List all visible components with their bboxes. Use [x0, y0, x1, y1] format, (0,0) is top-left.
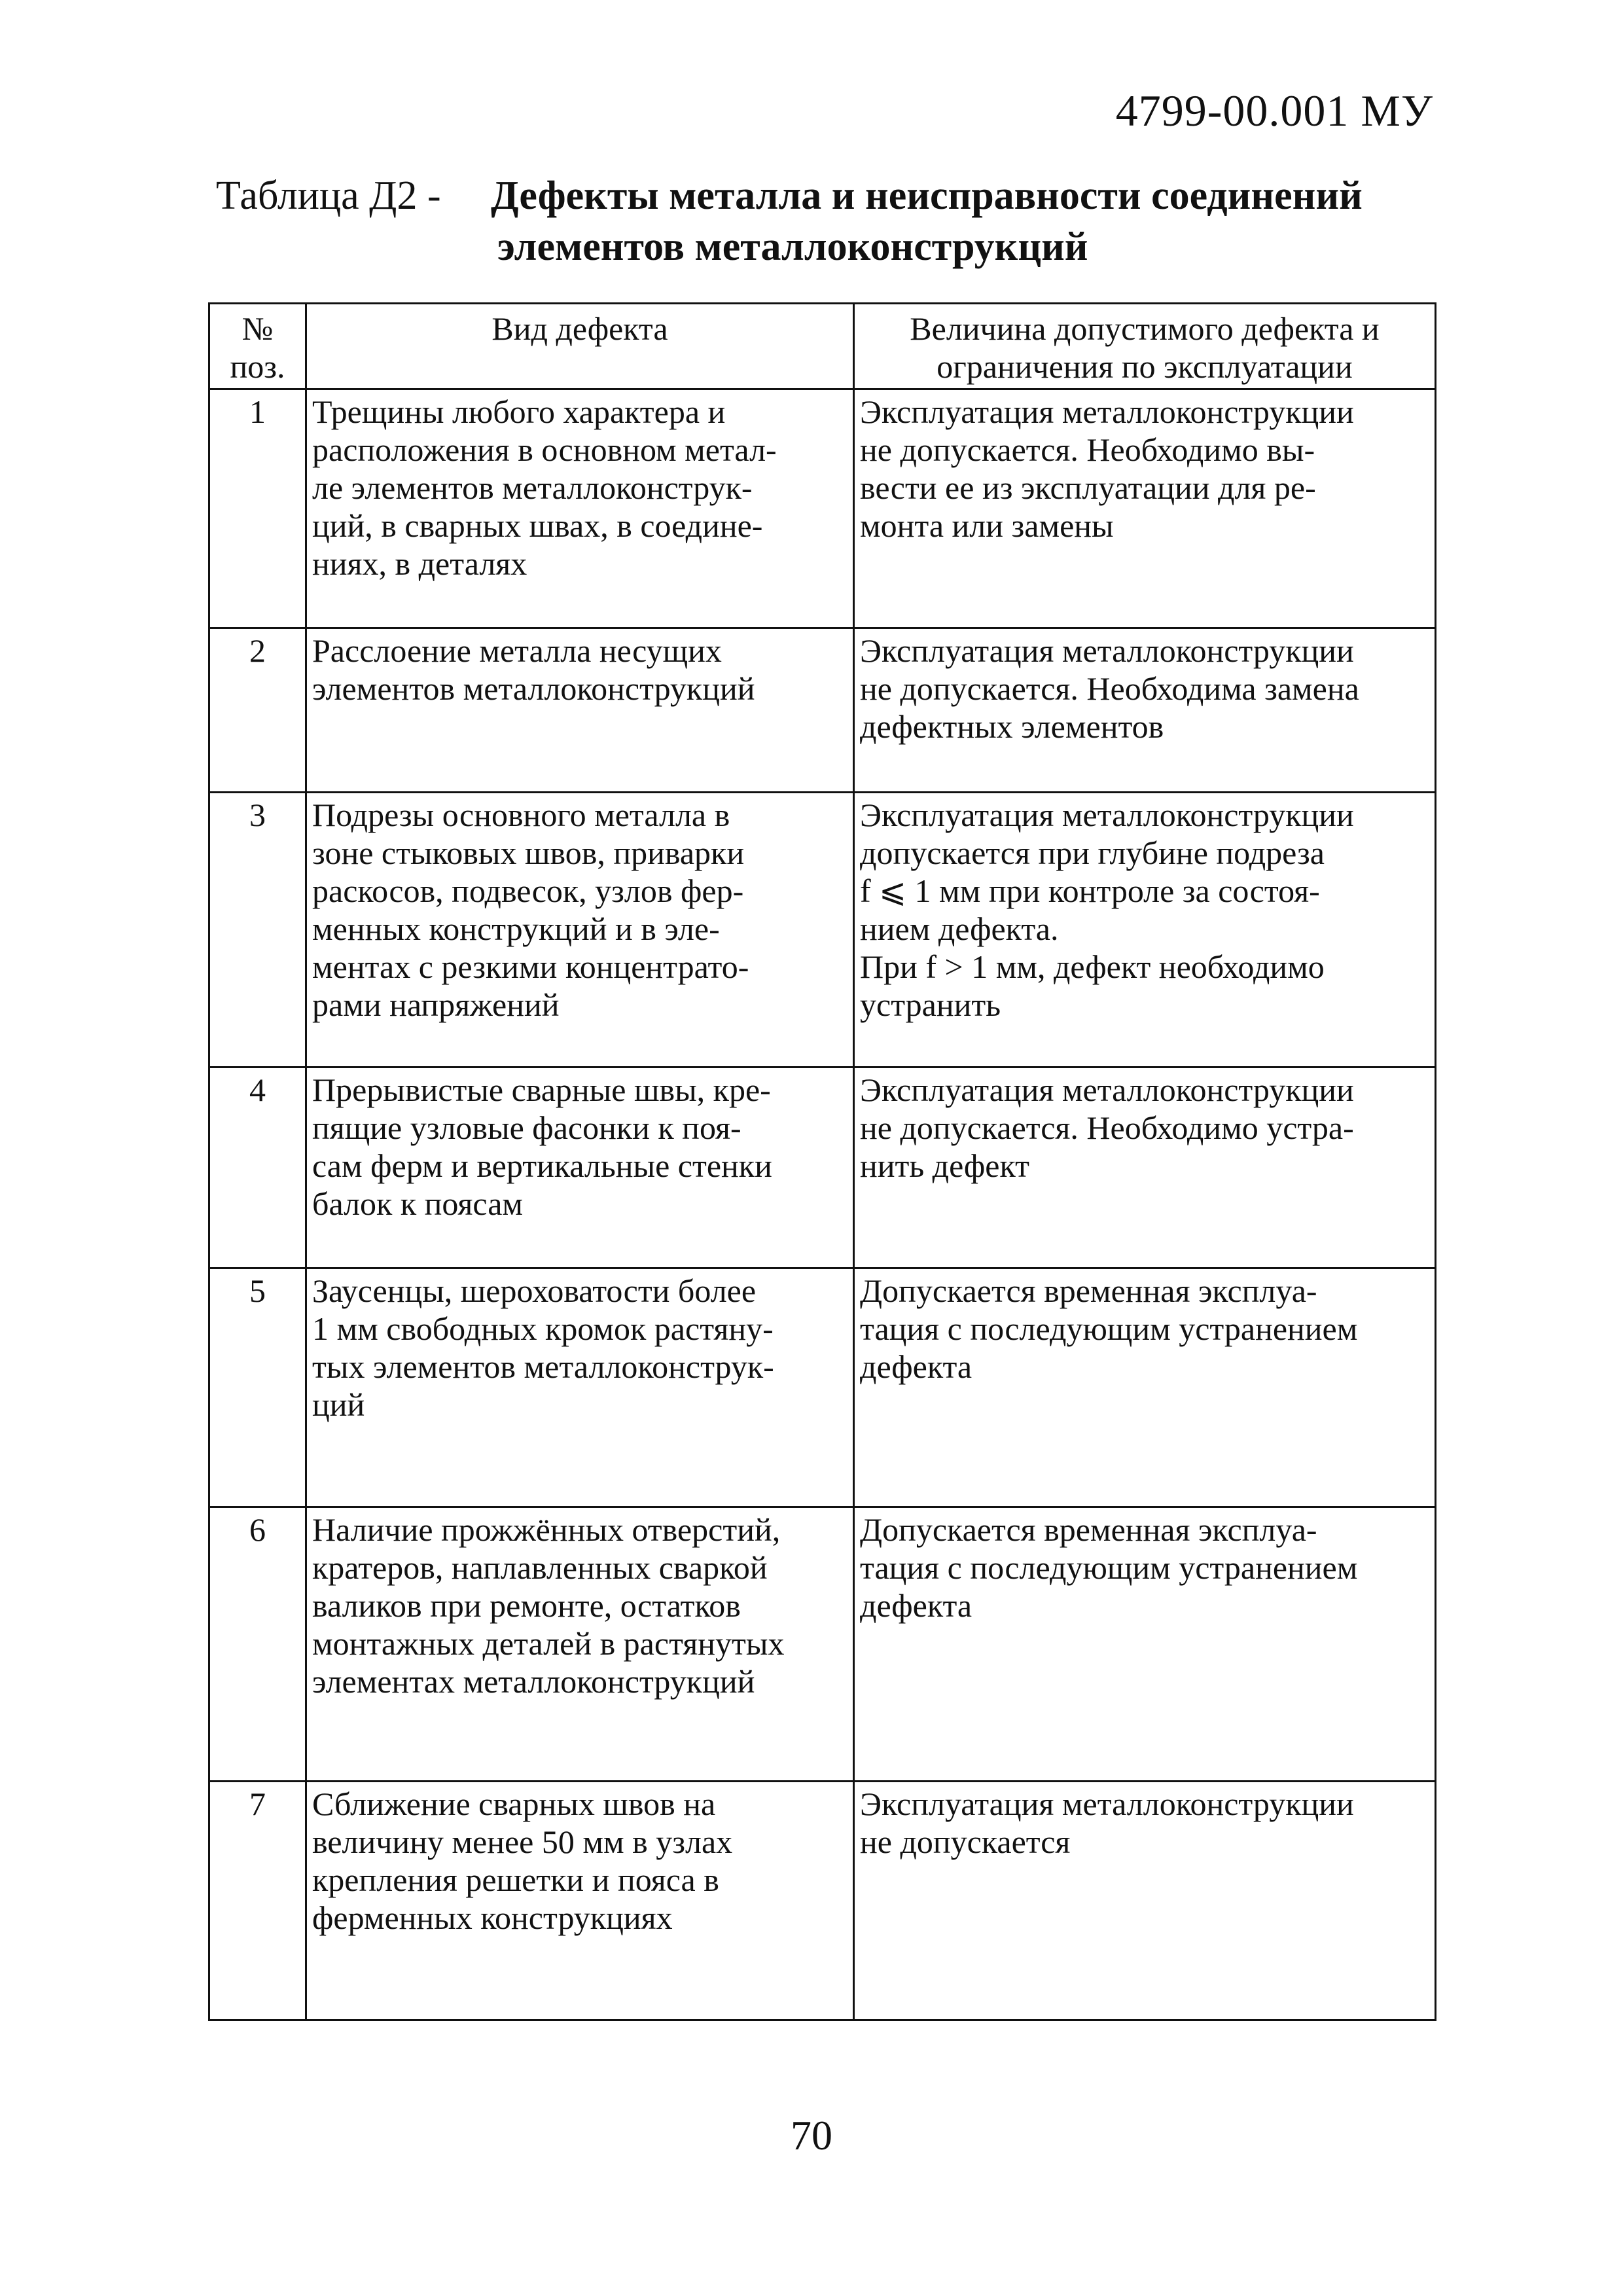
defect-kind-cell: [306, 1067, 854, 1268]
defect-kind-line: крепления решетки и пояса в: [312, 1861, 719, 1898]
row-number: 4: [209, 1067, 306, 1268]
defect-kind-line: элементах металлоконструкций: [312, 1663, 755, 1700]
defect-kind-line: тых элементов металлоконструк-: [312, 1348, 774, 1385]
defect-limit-cell: [854, 628, 1436, 793]
defect-kind-line: зоне стыковых швов, приварки: [312, 834, 745, 871]
defect-kind-line: расположения в основном метал-: [312, 431, 777, 468]
defect-kind-line: раскосов, подвесок, узлов фер-: [312, 872, 744, 909]
defect-limit-line: При f > 1 мм, дефект необходимо: [860, 948, 1325, 985]
defect-kind-line: ле элементов металлоконструк-: [312, 469, 753, 506]
defect-limit-cell: [854, 1782, 1436, 2020]
row-number: 3: [209, 793, 306, 1067]
defect-kind-line: сам ферм и вертикальные стенки: [312, 1147, 772, 1184]
header-number-line2: поз.: [230, 348, 285, 385]
header-defect-limit-line2: ограничения по эксплуатации: [936, 348, 1353, 385]
defect-kind-cell: [306, 628, 854, 793]
table-caption: [216, 170, 1459, 272]
defect-kind-line: валиков при ремонте, остатков: [312, 1587, 741, 1624]
defect-limit-line: дефекта: [860, 1587, 972, 1624]
defects-table: [208, 302, 1436, 2021]
defect-kind-line: пящие узловые фасонки к поя-: [312, 1109, 741, 1146]
table-row: [209, 1507, 1436, 1782]
defect-limit-line: тация с последующим устранением: [860, 1549, 1358, 1586]
table-row: [209, 1268, 1436, 1507]
header-defect-kind-text: Вид дефекта: [491, 310, 668, 347]
defect-kind-line: ментах с резкими концентрато-: [312, 948, 749, 985]
table-row: [209, 1782, 1436, 2020]
defect-kind-line: кратеров, наплавленных сваркой: [312, 1549, 768, 1586]
defect-limit-cell: [854, 1067, 1436, 1268]
defect-limit-line: Эксплуатация металлоконструкции: [860, 797, 1354, 833]
row-number: 7: [209, 1782, 306, 2020]
table-caption-prefix: Таблица Д2 -: [216, 173, 441, 218]
header-number-line1: №: [241, 310, 274, 347]
defect-kind-cell: [306, 389, 854, 628]
defect-limit-line: Эксплуатация металлоконструкции: [860, 1071, 1354, 1108]
table-header-row: [209, 304, 1436, 389]
defect-limit-line: не допускается. Необходимо устра-: [860, 1109, 1354, 1146]
defect-limit-cell: [854, 793, 1436, 1067]
document-code: 4799-00.001 МУ: [1115, 86, 1433, 135]
defect-kind-line: Трещины любого характера и: [312, 393, 726, 430]
header-defect-kind: [306, 304, 854, 389]
defect-limit-line: дефектных элементов: [860, 708, 1164, 745]
defect-limit-line: дефекта: [860, 1348, 972, 1385]
defect-kind-line: Подрезы основного металла в: [312, 797, 730, 833]
header-defect-limit-line1: Величина допустимого дефекта и: [910, 310, 1380, 347]
defect-kind-line: Прерывистые сварные швы, кре-: [312, 1071, 771, 1108]
defect-kind-line: рами напряжений: [312, 986, 560, 1023]
defect-limit-line: f ⩽ 1 мм при контроле за состоя-: [860, 872, 1320, 909]
defect-kind-line: менных конструкций и в эле-: [312, 910, 720, 947]
row-number: 6: [209, 1507, 306, 1782]
defect-kind-line: ферменных конструкциях: [312, 1899, 673, 1936]
defect-limit-line: монта или замены: [860, 507, 1114, 544]
defect-limit-cell: [854, 1507, 1436, 1782]
defect-limit-line: Допускается временная эксплуа-: [860, 1272, 1317, 1309]
table-caption-line1: Дефекты металла и неисправности соединений: [491, 173, 1363, 218]
defect-kind-cell: [306, 1782, 854, 2020]
defect-kind-cell: [306, 1507, 854, 1782]
defect-kind-line: балок к поясам: [312, 1185, 524, 1222]
table-row: [209, 389, 1436, 628]
defect-kind-line: Заусенцы, шероховатости более: [312, 1272, 757, 1309]
defect-limit-cell: [854, 1268, 1436, 1507]
header-defect-limit: [854, 304, 1436, 389]
table-row: [209, 628, 1436, 793]
defect-limit-line: не допускается: [860, 1823, 1071, 1860]
defect-kind-line: элементов металлоконструкций: [312, 670, 755, 707]
defect-limit-line: нием дефекта.: [860, 910, 1059, 947]
defect-kind-line: Сближение сварных швов на: [312, 1785, 716, 1822]
defect-kind-line: Расслоение металла несущих: [312, 632, 722, 669]
header-number: [209, 304, 306, 389]
defect-kind-line: Наличие прожжённых отверстий,: [312, 1511, 781, 1548]
defect-kind-line: величину менее 50 мм в узлах: [312, 1823, 733, 1860]
defect-limit-line: Допускается временная эксплуа-: [860, 1511, 1317, 1548]
defect-kind-line: монтажных деталей в растянутых: [312, 1625, 785, 1662]
defect-limit-cell: [854, 389, 1436, 628]
defect-limit-line: устранить: [860, 986, 1001, 1023]
defect-kind-cell: [306, 1268, 854, 1507]
page-number: 70: [791, 2112, 832, 2159]
row-number: 1: [209, 389, 306, 628]
table-row: [209, 793, 1436, 1067]
table-caption-line2: элементов металлоконструкций: [497, 224, 1088, 269]
row-number: 2: [209, 628, 306, 793]
defect-limit-line: Эксплуатация металлоконструкции: [860, 393, 1354, 430]
defect-kind-line: ниях, в деталях: [312, 545, 527, 582]
defect-limit-line: Эксплуатация металлоконструкции: [860, 632, 1354, 669]
defect-limit-line: тация с последующим устранением: [860, 1310, 1358, 1347]
defect-kind-cell: [306, 793, 854, 1067]
defect-limit-line: Эксплуатация металлоконструкции: [860, 1785, 1354, 1822]
defect-limit-line: вести ее из эксплуатации для ре-: [860, 469, 1316, 506]
table-row: [209, 1067, 1436, 1268]
defect-limit-line: не допускается. Необходима замена: [860, 670, 1359, 707]
defect-limit-line: нить дефект: [860, 1147, 1029, 1184]
defect-limit-line: допускается при глубине подреза: [860, 834, 1325, 871]
defect-kind-line: ций, в сварных швах, в соедине-: [312, 507, 763, 544]
defect-kind-line: ций: [312, 1386, 365, 1423]
row-number: 5: [209, 1268, 306, 1507]
defect-limit-line: не допускается. Необходимо вы-: [860, 431, 1315, 468]
defect-kind-line: 1 мм свободных кромок растяну-: [312, 1310, 774, 1347]
